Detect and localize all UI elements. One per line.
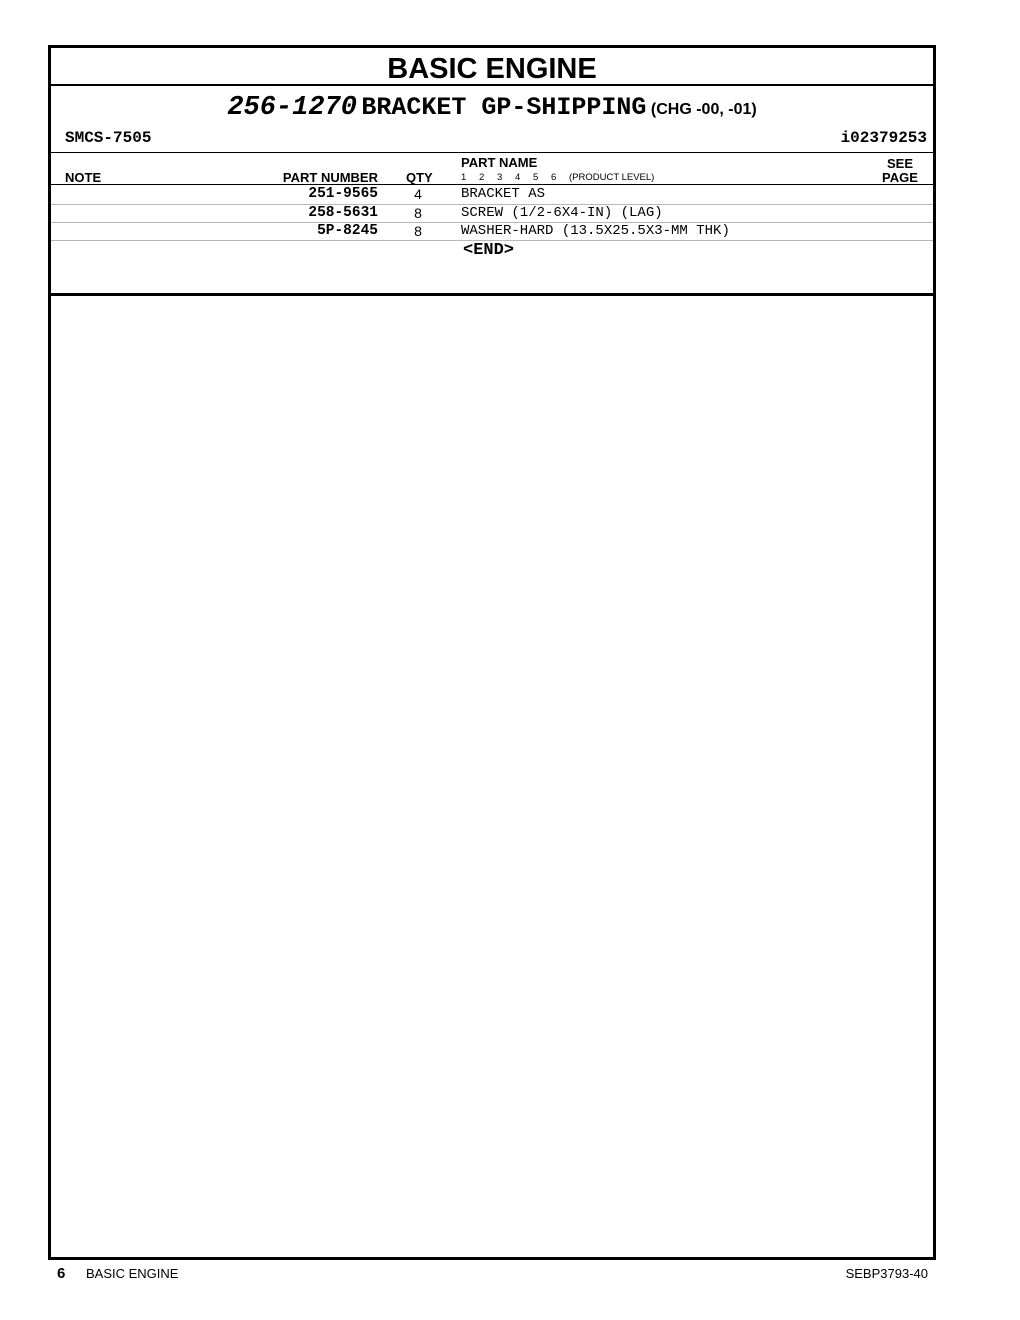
group-title <box>51 88 933 130</box>
table-row <box>51 222 933 241</box>
footer-title: BASIC ENGINE <box>86 1266 179 1281</box>
product-levels <box>461 172 654 183</box>
group-change: (CHG -00, -01) <box>650 101 757 118</box>
part-qty: 8 <box>414 223 422 239</box>
part-name: SCREW (1/2-6X4-IN) (LAG) <box>461 205 663 221</box>
col-qty: QTY <box>406 170 433 185</box>
col-part-name: PART NAME <box>461 155 538 170</box>
level-1: 1 <box>461 172 467 183</box>
part-name: BRACKET AS <box>461 186 546 202</box>
product-level-label: (PRODUCT LEVEL) <box>569 172 655 183</box>
part-number: 258-5631 <box>308 205 378 221</box>
group-name: BRACKET GP-SHIPPING <box>361 93 647 122</box>
end-marker: <END> <box>463 241 515 260</box>
level-3: 3 <box>497 172 503 183</box>
document-id: SEBP3793-40 <box>845 1266 928 1281</box>
part-name: WASHER-HARD (13.5X25.5X3-MM THK) <box>461 223 730 239</box>
smcs-code: SMCS-7505 <box>65 129 152 147</box>
page-number: 6 <box>57 1265 66 1282</box>
page-frame <box>48 45 936 1260</box>
section-bottom-rule <box>51 293 933 296</box>
part-number: 251-9565 <box>308 186 378 202</box>
level-6: 6 <box>551 172 557 183</box>
level-2: 2 <box>479 172 485 183</box>
table-row <box>51 204 933 223</box>
col-note: NOTE <box>65 170 102 185</box>
level-4: 4 <box>515 172 521 183</box>
part-qty: 8 <box>414 205 422 221</box>
divider <box>51 152 933 153</box>
part-number: 5P-8245 <box>317 223 378 239</box>
col-page: PAGE <box>882 170 918 185</box>
level-5: 5 <box>533 172 539 183</box>
illustration-id: i02379253 <box>840 129 927 147</box>
group-number: 256-1270 <box>227 93 357 123</box>
section-title: BASIC ENGINE <box>51 48 933 86</box>
part-qty: 4 <box>414 186 422 202</box>
col-part-number: PART NUMBER <box>282 170 378 185</box>
table-row <box>51 185 933 204</box>
col-see: SEE <box>886 156 913 171</box>
